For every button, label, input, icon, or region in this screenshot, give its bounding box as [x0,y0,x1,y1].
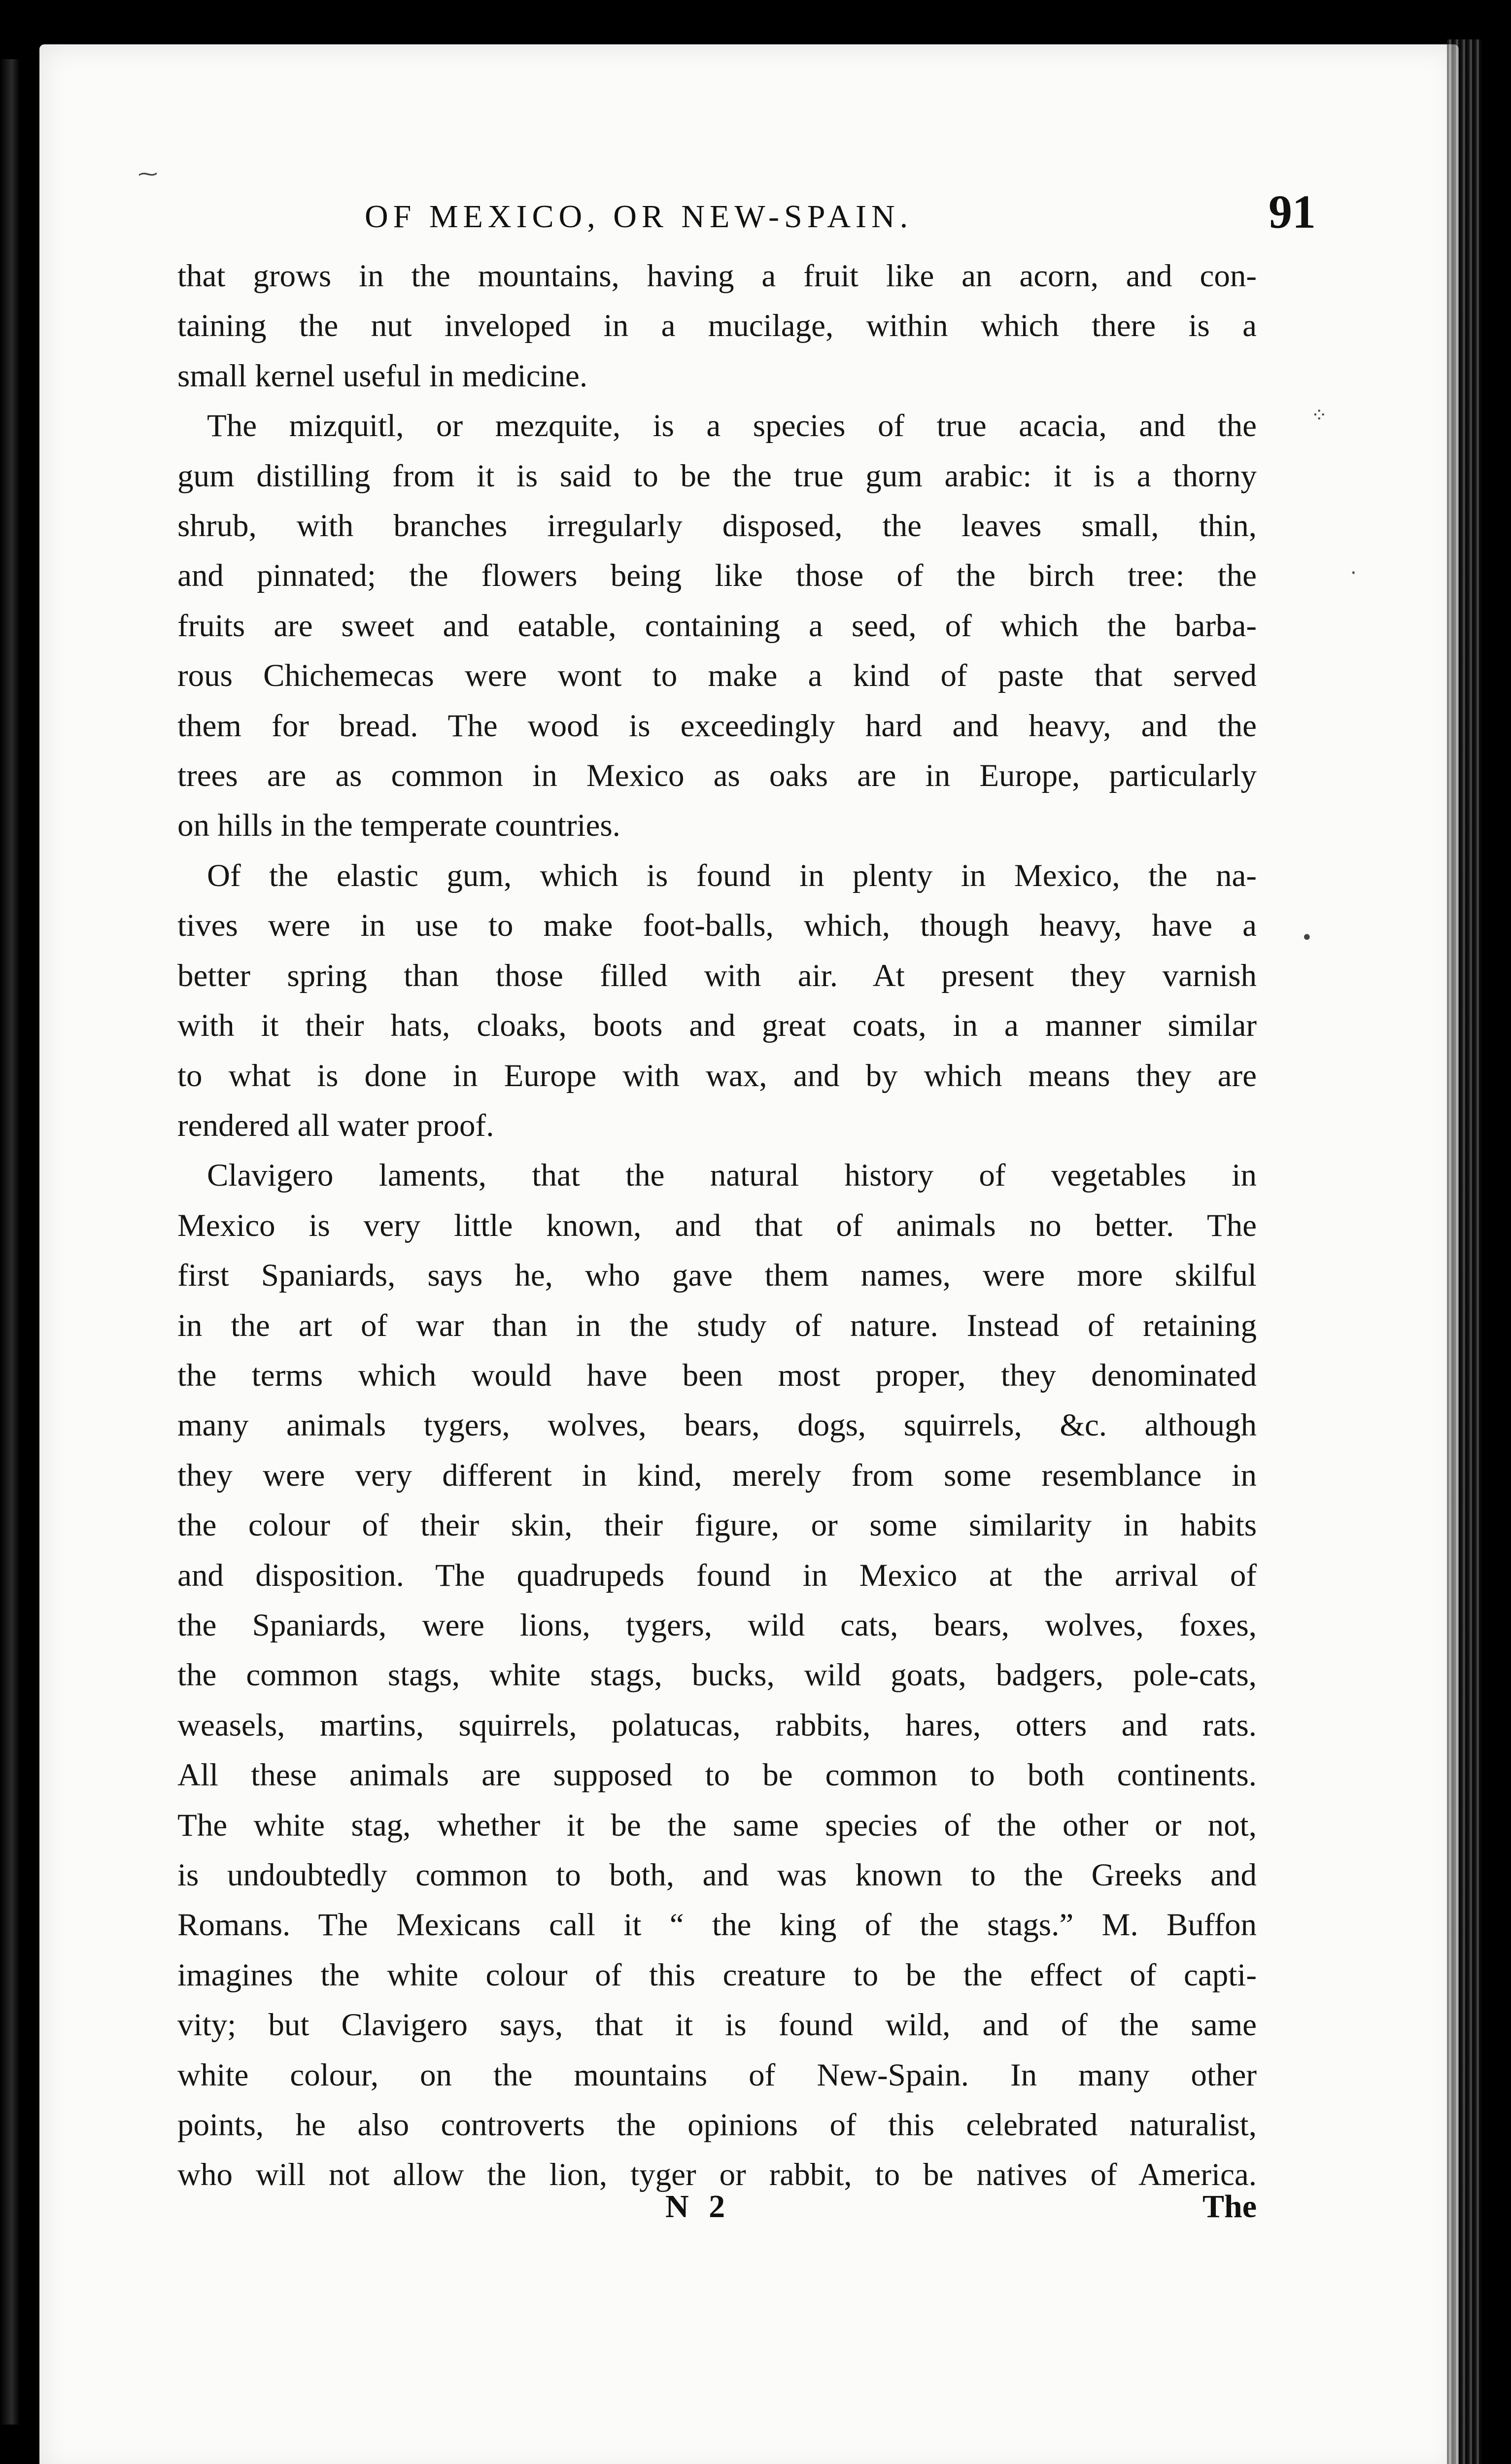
page-edge-shadow [1447,39,1481,2464]
text-line: they were very different in kind, merely from some resemblance in [177,1457,1257,1493]
text-line: better spring than those filled with air. At present they varnish [177,958,1257,993]
text-line: All these animals are supposed to be common to both continents. [177,1757,1257,1793]
text-line: them for bread. The wood is exceedingly hard and heavy, and the [177,708,1257,744]
text-line: Clavigero laments, that the natural history of vegetables in [207,1158,1257,1194]
text-line: imagines the white colour of this creature to be the effect of capti- [177,1957,1257,1993]
text-line: the terms which would have been most proper, they denominated [177,1357,1257,1393]
text-line: vity; but Clavigero says, that it is found wild, and of the same [177,2007,1257,2043]
catchword: The [1202,2189,1257,2224]
text-line: trees are as common in Mexico as oaks are in Europe, particularly [177,758,1257,794]
text-line: with it their hats, cloaks, boots and great coats, in a manner similar [177,1008,1257,1044]
text-line: shrub, with branches irregularly disposed, the leaves small, thin, [177,508,1257,544]
text-line: Romans. The Mexicans call it “ the king of the stags.” M. Buffon [177,1907,1257,1943]
running-title: OF MEXICO, OR NEW-SPAIN. [365,199,913,235]
text-line: The mizquitl, or mezquite, is a species of true acacia, and the [207,408,1257,444]
scan-speck: ⁓ [138,163,158,185]
text-line: the common stags, white stags, bucks, wild goats, badgers, pole-cats, [177,1657,1257,1693]
text-line: to what is done in Europe with wax, and by which means they are [177,1058,1257,1094]
text-line: gum distilling from it is said to be the true gum arabic: it is a thorny [177,458,1257,494]
text-line: rous Chichemecas were wont to make a kind of paste that served [177,658,1257,694]
paragraph [177,401,1257,851]
text-line: the Spaniards, were lions, tygers, wild cats, bears, wolves, foxes, [177,1607,1257,1643]
scan-speck: · [1350,562,1357,584]
body-text [177,251,1257,2200]
page-number: 91 [1269,185,1316,238]
text-line: that grows in the mountains, having a fruit like an acorn, and con- [177,258,1257,294]
text-line: tives were in use to make foot-balls, which, though heavy, have a [177,908,1257,944]
text-line: Of the elastic gum, which is found in plenty in Mexico, the na- [207,857,1257,893]
text-line: is undoubtedly common to both, and was known to the Greeks and [177,1857,1257,1893]
text-line: and disposition. The quadrupeds found in Mexico at the arrival of [177,1557,1257,1593]
text-line: points, he also controverts the opinions of this celebrated naturalist, [177,2107,1257,2143]
scan-speck: ⁘ [1311,404,1328,427]
text-line: fruits are sweet and eatable, containing a seed, of which the barba- [177,608,1257,644]
text-line: and pinnated; the flowers being like those of the birch tree: the [177,558,1257,594]
text-line: first Spaniards, says he, who gave them names, were more skilful [177,1258,1257,1294]
paragraph [177,251,1257,401]
text-line: who will not allow the lion, tyger or rabbit, to be natives of America. [177,2157,1257,2193]
text-line: Mexico is very little known, and that of animals no better. The [177,1207,1257,1243]
scan-speck: • [1301,926,1313,949]
page-header [365,187,1316,246]
text-line: weasels, martins, squirrels, polatucas, rabbits, hares, otters and rats. [177,1707,1257,1743]
text-line: on hills in the temperate countries. [177,808,620,844]
paragraph [177,1151,1257,2200]
text-line: in the art of war than in the study of nature. Instead of retaining [177,1307,1257,1343]
text-line: The white stag, whether it be the same species of the other or not, [177,1807,1257,1843]
text-line: rendered all water proof. [177,1107,494,1143]
text-line: the colour of their skin, their figure, or some similarity in habits [177,1507,1257,1543]
text-line: taining the nut inveloped in a mucilage, within which there is a [177,308,1257,344]
text-line: many animals tygers, wolves, bears, dogs, squirrels, &c. although [177,1407,1257,1443]
signature-mark: N 2 [665,2189,731,2224]
text-line: small kernel useful in medicine. [177,358,588,394]
page-footer [177,2188,1257,2242]
text-line: white colour, on the mountains of New-Spain. In many other [177,2057,1257,2093]
scan-left-edge [0,59,20,2425]
paragraph [177,851,1257,1151]
